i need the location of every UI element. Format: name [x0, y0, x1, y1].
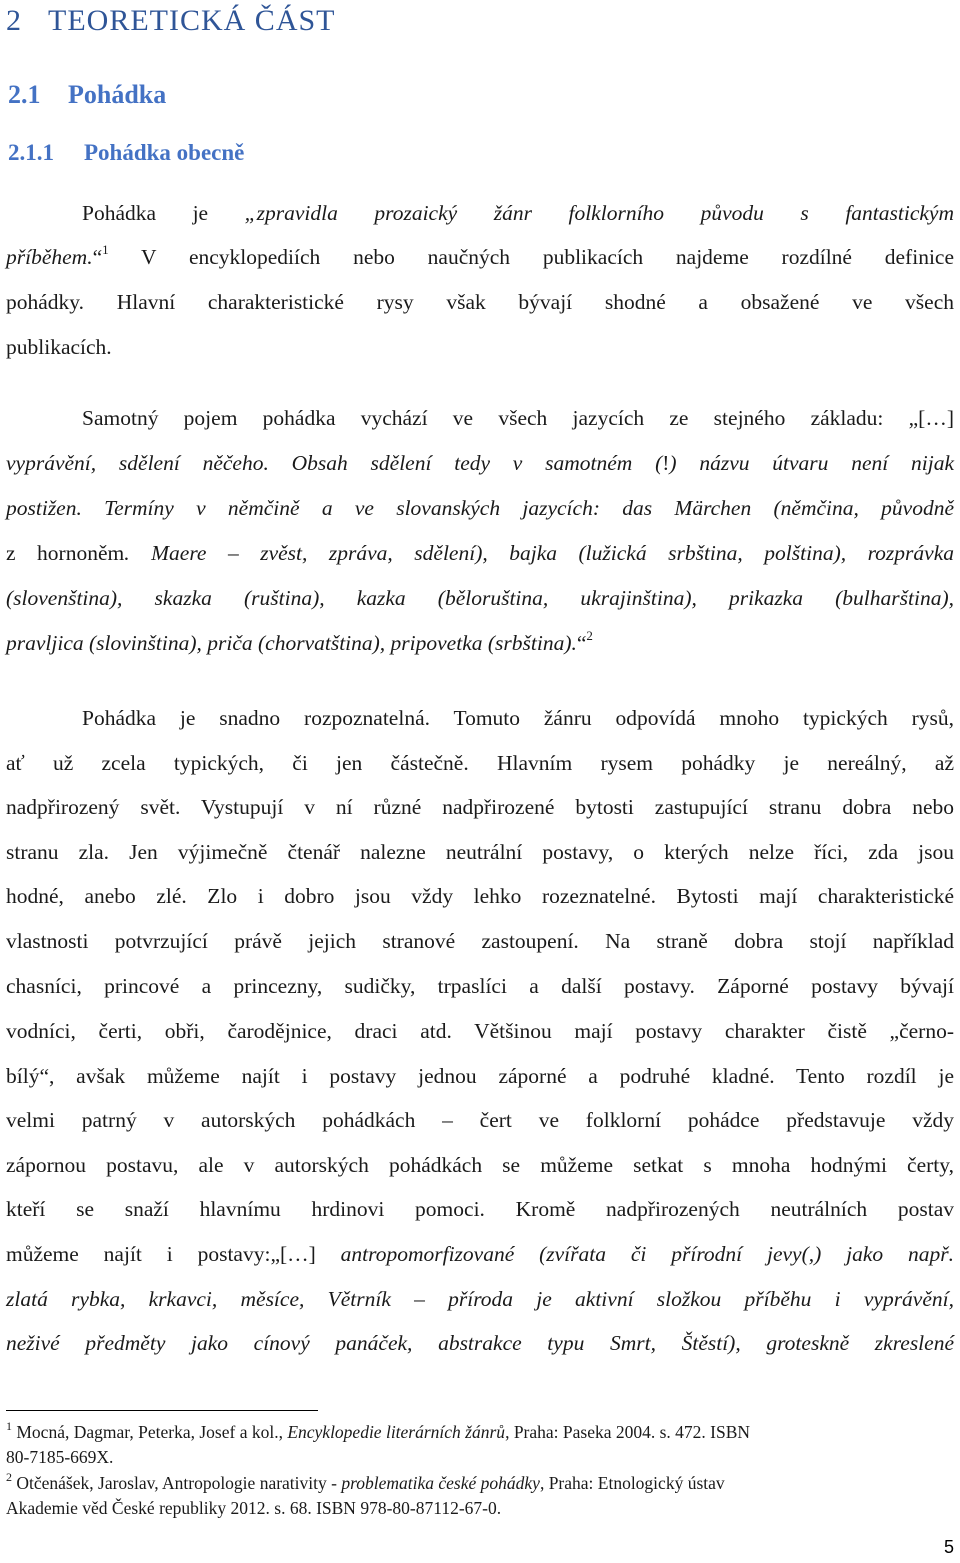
subsection-heading	[8, 140, 244, 166]
paragraph-line: nadpřirozený svět. Vystupují v ní různé nadpřirozené bytosti zastupující stranu dobra nebo	[6, 795, 954, 819]
footnote-ref: 1	[102, 242, 109, 257]
paragraph-line: (slovenština), skazka (ruština), kazka (běloruština, ukrajinština), prikazka (bulharština),	[6, 586, 954, 610]
section-title: Pohádka	[68, 80, 167, 109]
chapter-title: TEORETICKÁ ČÁST	[48, 4, 336, 37]
section-number: 2.1	[8, 80, 41, 109]
paragraph-line: stranu zla. Jen výjimečně čtenář nalezne neutrální postavy, o kterých nelze říci, zda jsou	[6, 840, 954, 864]
paragraph-line: zápornou postavu, ale v autorských pohádkách se můžeme setkat s mnoha hodnými čerty,	[6, 1153, 954, 1177]
paragraph-line: chasníci, princové a princezny, sudičky, trpaslíci a další postavy. Záporné postavy bývají	[6, 974, 954, 998]
paragraph-line: publikacích.	[6, 335, 112, 359]
paragraph-line: vodníci, čerti, obři, čarodějnice, draci atd. Většinou mají postavy charakter čistě „černo-	[6, 1019, 954, 1043]
footnote-separator	[6, 1410, 318, 1411]
footnote-2: $^2$ Otčenášek, Jaroslav, Antropologie narativity - problematika české pohádky, Praha: Etnologický ústav	[6, 1470, 725, 1493]
paragraph-line: bílý“, avšak můžeme najít i postavy jednou záporné a podruhé kladné. Tento rozdíl je	[6, 1064, 954, 1088]
chapter-number: 2	[6, 4, 22, 37]
paragraph-line: ať už zcela typických, či jen částečně. Hlavním rysem pohádky je nereálný, až	[6, 751, 954, 775]
paragraph-line: Pohádka je snadno rozpoznatelná. Tomuto žánru odpovídá mnoho typických rysů,	[82, 706, 954, 730]
footnote-ref: 2	[586, 628, 593, 643]
paragraph-line: můžeme najít i postavy:„[…] antropomorfizované (zvířata či přírodní jevy(,) jako např.	[6, 1242, 954, 1266]
chapter-heading	[6, 4, 336, 38]
paragraph-line: vyprávění, sdělení něčeho. Obsah sdělení tedy v samotném (!) názvu útvaru není nijak	[6, 451, 954, 475]
paragraph-line: Samotný pojem pohádka vychází ve všech jazycích ze stejného základu: „[…]	[82, 406, 954, 430]
paragraph-line: Pohádka je „zpravidla prozaický žánr folklorního původu s fantastickým	[82, 201, 954, 225]
paragraph-line: vlastnosti potvrzující právě jejich stranové zastoupení. Na straně dobra stojí například	[6, 929, 954, 953]
paragraph-line: kteří se snaží hlavnímu hrdinovi pomoci. Kromě nadpřirozených neutrálních postav	[6, 1197, 954, 1221]
paragraph-line: zlatá rybka, krkavci, měsíce, Větrník – příroda je aktivní složkou příběhu i vyprávění,	[6, 1287, 954, 1311]
subsection-number: 2.1.1	[8, 140, 54, 165]
paragraph-line: příběhem.“$^1$ V encyklopediích nebo naučných publikacích najdeme rozdílné definice	[6, 242, 954, 269]
page-number: 5	[943, 1537, 954, 1557]
footnote-1-cont: 80-7185-669X.	[6, 1447, 114, 1467]
paragraph-line: pohádky. Hlavní charakteristické rysy však bývají shodné a obsažené ve všech	[6, 290, 954, 314]
subsection-title: Pohádka obecně	[84, 140, 245, 165]
paragraph-line: velmi patrný v autorských pohádkách – čert ve folklorní pohádce představuje vždy	[6, 1108, 954, 1132]
paragraph-line: z hornoněm. Maere – zvěst, zpráva, sdělení), bajka (lužická srbština, polština), rozprávka	[6, 541, 954, 565]
paragraph-line: pravljica (slovinština), priča (chorvatština), pripovetka (srbština).“$^2$	[6, 628, 593, 655]
paragraph-line: postižen. Termíny v němčině a ve slovanských jazycích: das Märchen (němčina, původně	[6, 496, 954, 520]
paragraph-line: hodné, anebo zlé. Zlo i dobro jsou vždy lehko rozeznatelné. Bytosti mají charakteristické	[6, 884, 954, 908]
paragraph-line: neživé předměty jako cínový panáček, abstrakce typu Smrt, Štěstí), groteskně zkreslené	[6, 1331, 954, 1355]
footnote-2-cont: Akademie věd České republiky 2012. s. 68. ISBN 978-80-87112-67-0.	[6, 1498, 502, 1518]
footnote-1: $^1$ Mocná, Dagmar, Peterka, Josef a kol., Encyklopedie literárních žánrů, Praha: Paseka 2004. s. 472. ISBN	[6, 1419, 751, 1442]
section-heading	[8, 80, 166, 110]
